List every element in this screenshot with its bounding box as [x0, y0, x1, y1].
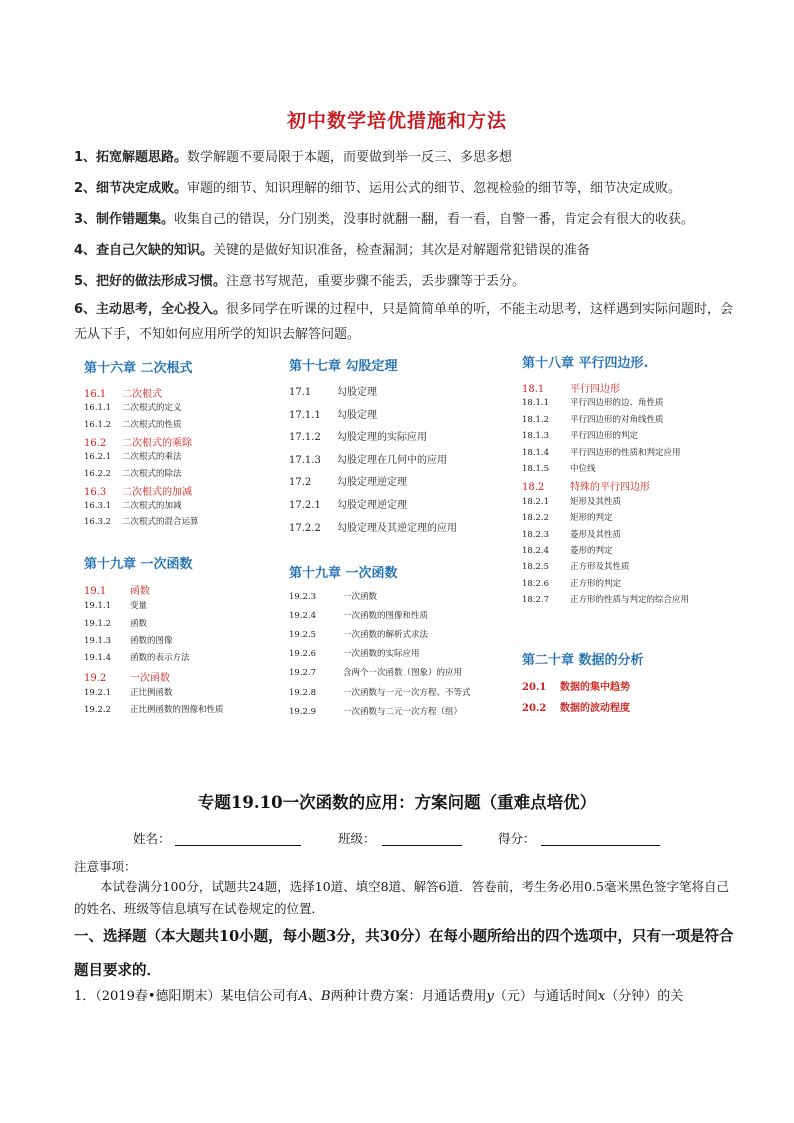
- toc-item: [522, 560, 630, 572]
- toc-item-title: 平行四边形的判定: [570, 431, 639, 442]
- toc-item-title: 平行四边形的性质和判定应用: [570, 447, 681, 458]
- toc-item-title: 勾股定理: [337, 387, 377, 398]
- toc-item: [84, 669, 170, 684]
- toc-item-title: 函数的图像: [130, 635, 173, 646]
- toc-item: [289, 451, 447, 466]
- question-1: 1．（2019春•德阳期末）某电信公司有A、B两种计费方案：月通话费用y（元）与通话时间x（分钟）的关: [74, 989, 684, 1004]
- toc-item-title: 正比例函数的图像和性质: [130, 705, 224, 716]
- toc-item-number: 19.2.1: [84, 687, 112, 698]
- tip-6: 6、主动思考，全心投入。很多同学在听课的过程中，只是简简单单的听，不能主动思考，这样遇到实际问题时，会无从下手，不知如何应用所学的知识去解答问题。: [74, 302, 734, 342]
- class-label: 班级：: [338, 831, 376, 846]
- toc-item-number: 17.2: [289, 477, 312, 489]
- toc-item-number: 19.1: [84, 586, 107, 597]
- toc-item: [289, 473, 407, 488]
- toc-ch20-head: 第二十章 数据的分析: [522, 653, 644, 668]
- toc-item-title: 平行四边形的对角线性质: [570, 414, 664, 425]
- toc-item-number: 19.2.3: [289, 592, 317, 602]
- toc-item-number: 18.2.4: [522, 546, 550, 556]
- toc-item: [84, 651, 190, 663]
- toc-item-title: 函数的表示方法: [130, 653, 190, 664]
- toc-item-number: 16.1.1: [84, 403, 112, 414]
- toc-item: [522, 511, 613, 523]
- toc-item: [84, 703, 224, 715]
- tip-5: 5、把好的做法形成习惯。注意书写规范，重要步骤不能丢，丢步骤等于丢分。: [74, 274, 526, 289]
- toc-item-number: 19.2.6: [289, 649, 317, 660]
- toc-item-title: 矩形及其性质: [570, 496, 622, 507]
- toc-item-title: 正方形及其性质: [570, 562, 630, 573]
- toc-item-number: 20.1: [522, 682, 547, 693]
- toc-item-title: 数据的集中趋势: [560, 682, 630, 693]
- toc-item-number: 18.2.1: [522, 496, 550, 507]
- tip-2: 2、细节决定成败。审题的细节、知识理解的细节、运用公式的细节、忽视检验的细节等，细节决定成败。: [74, 181, 682, 196]
- toc-item-number: 18.1.5: [522, 464, 550, 474]
- toc-item: [522, 413, 664, 425]
- toc-item: [522, 699, 630, 714]
- toc-item: [522, 495, 621, 507]
- toc-item: [522, 478, 650, 493]
- class-blank[interactable]: [382, 845, 462, 846]
- toc-item-title: 含两个一次函数（图象）的应用: [343, 668, 463, 679]
- tip-3: 3、制作错题集。收集自己的错误，分门别类，没事时就翻一翻，看一看，自警一番，肯定会有很大的收获。: [74, 212, 695, 227]
- toc-item-number: 18.2.6: [522, 578, 550, 589]
- toc-item-title: 二次根式的除法: [122, 468, 182, 479]
- toc-item-title: 中位线: [570, 464, 596, 474]
- toc-item-title: 菱形及其性质: [570, 529, 622, 540]
- toc-item: [289, 609, 428, 621]
- toc-item: [84, 450, 182, 462]
- toc-item-title: 变量: [130, 601, 148, 612]
- toc-item: [522, 577, 621, 589]
- toc-item: [84, 418, 182, 430]
- toc-item-number: 17.2.1: [289, 500, 321, 511]
- toc-item-title: 一次函数的实际应用: [343, 649, 420, 660]
- toc-item-number: 19.2.8: [289, 687, 317, 698]
- toc-item: [84, 634, 173, 646]
- toc-ch16-head: 第十六章 二次根式: [84, 361, 193, 376]
- toc-item: [522, 429, 638, 441]
- toc-item-number: 16.3.1: [84, 501, 112, 512]
- toc-item: [522, 380, 620, 395]
- toc-item: [522, 544, 613, 556]
- toc-item: [289, 686, 471, 698]
- toc-item-number: 18.1.3: [522, 431, 550, 442]
- toc-item-title: 正比例函数: [130, 687, 173, 698]
- toc-item: [289, 428, 427, 443]
- toc-item: [84, 483, 192, 498]
- toc-item: [84, 467, 182, 479]
- toc-item-number: 18.2.7: [522, 595, 550, 606]
- toc-item-number: 16.3: [84, 486, 107, 498]
- document-title: 专题19.10一次函数的应用：方案问题（重难点培优）: [197, 793, 597, 812]
- toc-item-number: 17.1.2: [289, 432, 321, 444]
- toc-item: [522, 678, 630, 693]
- toc-item-number: 17.1.1: [289, 409, 321, 421]
- score-blank[interactable]: [541, 845, 660, 846]
- toc-item-title: 菱形的判定: [570, 546, 613, 556]
- toc-item: [84, 434, 192, 449]
- toc-item: [84, 515, 199, 527]
- toc-item: [522, 593, 689, 605]
- section-1-heading: 一、选择题（本大题共10小题，每小题3分，共30分）在每小题所给出的四个选项中，只有一项是符合题目要求的．: [74, 928, 734, 979]
- toc-item: [522, 528, 621, 540]
- toc-item: [289, 590, 377, 602]
- toc-item: [522, 462, 596, 474]
- toc-item-title: 正方形的判定: [570, 578, 622, 589]
- toc-item-number: 16.2: [84, 437, 107, 449]
- toc-item-number: 19.2.2: [84, 705, 112, 716]
- toc-item-title: 正方形的性质与判定的综合应用: [570, 595, 690, 606]
- toc-item-title: 勾股定理逆定理: [337, 500, 407, 511]
- toc-item-title: 二次根式的加减: [122, 486, 192, 498]
- toc-item-number: 19.2.5: [289, 630, 317, 641]
- toc-item-title: 二次根式的定义: [122, 403, 182, 414]
- toc-item-title: 二次根式的性质: [122, 419, 182, 430]
- toc-item-number: 18.1.2: [522, 414, 550, 425]
- toc-item-title: 二次根式的加减: [122, 501, 182, 512]
- toc-item-title: 矩形的判定: [570, 513, 613, 524]
- toc-item-title: 二次根式的乘除: [122, 437, 192, 449]
- toc-item-title: 勾股定理的实际应用: [337, 432, 427, 444]
- toc-item-title: 二次根式的乘法: [122, 452, 182, 463]
- toc-item-number: 16.1.2: [84, 419, 112, 430]
- toc-item: [84, 401, 182, 413]
- toc-item-number: 20.2: [522, 702, 547, 714]
- toc-item: [84, 599, 147, 611]
- toc-item-title: 勾股定理及其逆定理的应用: [337, 522, 457, 534]
- score-label: 得分：: [498, 831, 536, 846]
- toc-item: [289, 666, 462, 678]
- name-label: 姓名：: [133, 831, 171, 846]
- toc-ch17-head: 第十七章 勾股定理: [289, 359, 398, 374]
- page-title: 初中数学培优措施和方法: [286, 110, 507, 132]
- toc-item: [84, 499, 182, 511]
- toc-item: [522, 446, 681, 458]
- notice-body: 本试卷满分100分，试题共24题，选择10道、填空8道、解答6道．答卷前，考生务必用0.5毫米黑色签字笔将自己的姓名、班级等信息填写在试卷规定的位置．: [74, 879, 729, 916]
- name-blank[interactable]: [175, 845, 301, 846]
- toc-item-number: 19.1.1: [84, 601, 112, 612]
- toc-item-number: 18.2.2: [522, 513, 550, 524]
- toc-item-title: 二次根式: [122, 389, 162, 400]
- toc-item: [84, 582, 150, 597]
- toc-item-number: 18.2.5: [522, 562, 550, 573]
- toc-ch18-head: 第十八章 平行四边形.: [522, 356, 649, 371]
- toc-item-number: 18.2.3: [522, 529, 550, 540]
- toc-item-title: 特殊的平行四边形: [570, 482, 650, 494]
- toc-item-title: 函数: [130, 586, 150, 597]
- tip-1: 1、拓宽解题思路。数学解题不要局限于本题，而要做到举一反三、多思多想: [74, 150, 513, 165]
- toc-ch19b-head: 第十九章 一次函数: [289, 566, 398, 581]
- toc-item-number: 18.1.1: [522, 398, 550, 409]
- toc-item-number: 18.2: [522, 482, 545, 494]
- toc-item-title: 一次函数与一元一次方程、不等式: [343, 687, 471, 698]
- tip-4: 4、查自己欠缺的知识。关键的是做好知识准备，检查漏洞；其次是对解题常犯错误的准备: [74, 243, 591, 258]
- toc-item-number: 18.1: [522, 384, 545, 395]
- toc-ch19a-head: 第十九章 一次函数: [84, 557, 193, 572]
- toc-item-title: 平行四边形的边、角性质: [570, 398, 664, 409]
- toc-item-number: 16.1: [84, 389, 107, 400]
- toc-item-number: 16.2.2: [84, 468, 112, 479]
- toc-item-number: 19.1.2: [84, 618, 112, 629]
- toc-item-number: 19.2.9: [289, 706, 317, 717]
- toc-item-title: 一次函数的解析式求法: [343, 630, 429, 641]
- toc-item-title: 一次函数的图像和性质: [343, 611, 429, 622]
- toc-item: [522, 396, 664, 408]
- toc-item: [84, 385, 162, 400]
- toc-item-number: 16.3.2: [84, 517, 112, 528]
- toc-item-title: 一次函数: [343, 592, 378, 602]
- toc-item: [289, 705, 462, 717]
- toc-item-title: 平行四边形: [570, 384, 620, 395]
- toc-item: [84, 617, 147, 629]
- toc-item-number: 17.1: [289, 387, 312, 398]
- toc-item: [289, 406, 377, 421]
- toc-item-title: 数据的波动程度: [560, 702, 630, 714]
- toc-item-number: 18.1.4: [522, 447, 550, 458]
- toc-item-number: 19.1.3: [84, 635, 112, 646]
- toc-item-number: 19.2.7: [289, 668, 317, 679]
- toc-item: [289, 647, 420, 659]
- toc-item: [289, 519, 457, 534]
- toc-item-number: 17.1.3: [289, 454, 321, 466]
- toc-item-title: 二次根式的混合运算: [122, 517, 199, 528]
- toc-item: [289, 383, 377, 398]
- toc-item: [84, 686, 173, 698]
- toc-item-title: 勾股定理逆定理: [337, 477, 407, 489]
- toc-item-number: 16.2.1: [84, 452, 112, 463]
- toc-item-title: 勾股定理: [337, 409, 377, 421]
- toc-item-title: 函数: [130, 618, 148, 629]
- toc-item: [289, 496, 407, 511]
- toc-item-title: 一次函数与二元一次方程（组）: [343, 706, 463, 717]
- notice-title: 注意事项：: [74, 859, 137, 874]
- toc-item-number: 19.2: [84, 672, 107, 684]
- toc-item-number: 19.1.4: [84, 653, 112, 664]
- toc-item-number: 19.2.4: [289, 611, 317, 622]
- toc-item-number: 17.2.2: [289, 522, 321, 534]
- toc-item-title: 勾股定理在几何中的应用: [337, 454, 447, 466]
- toc-item-title: 一次函数: [130, 672, 170, 684]
- toc-item: [289, 628, 428, 640]
